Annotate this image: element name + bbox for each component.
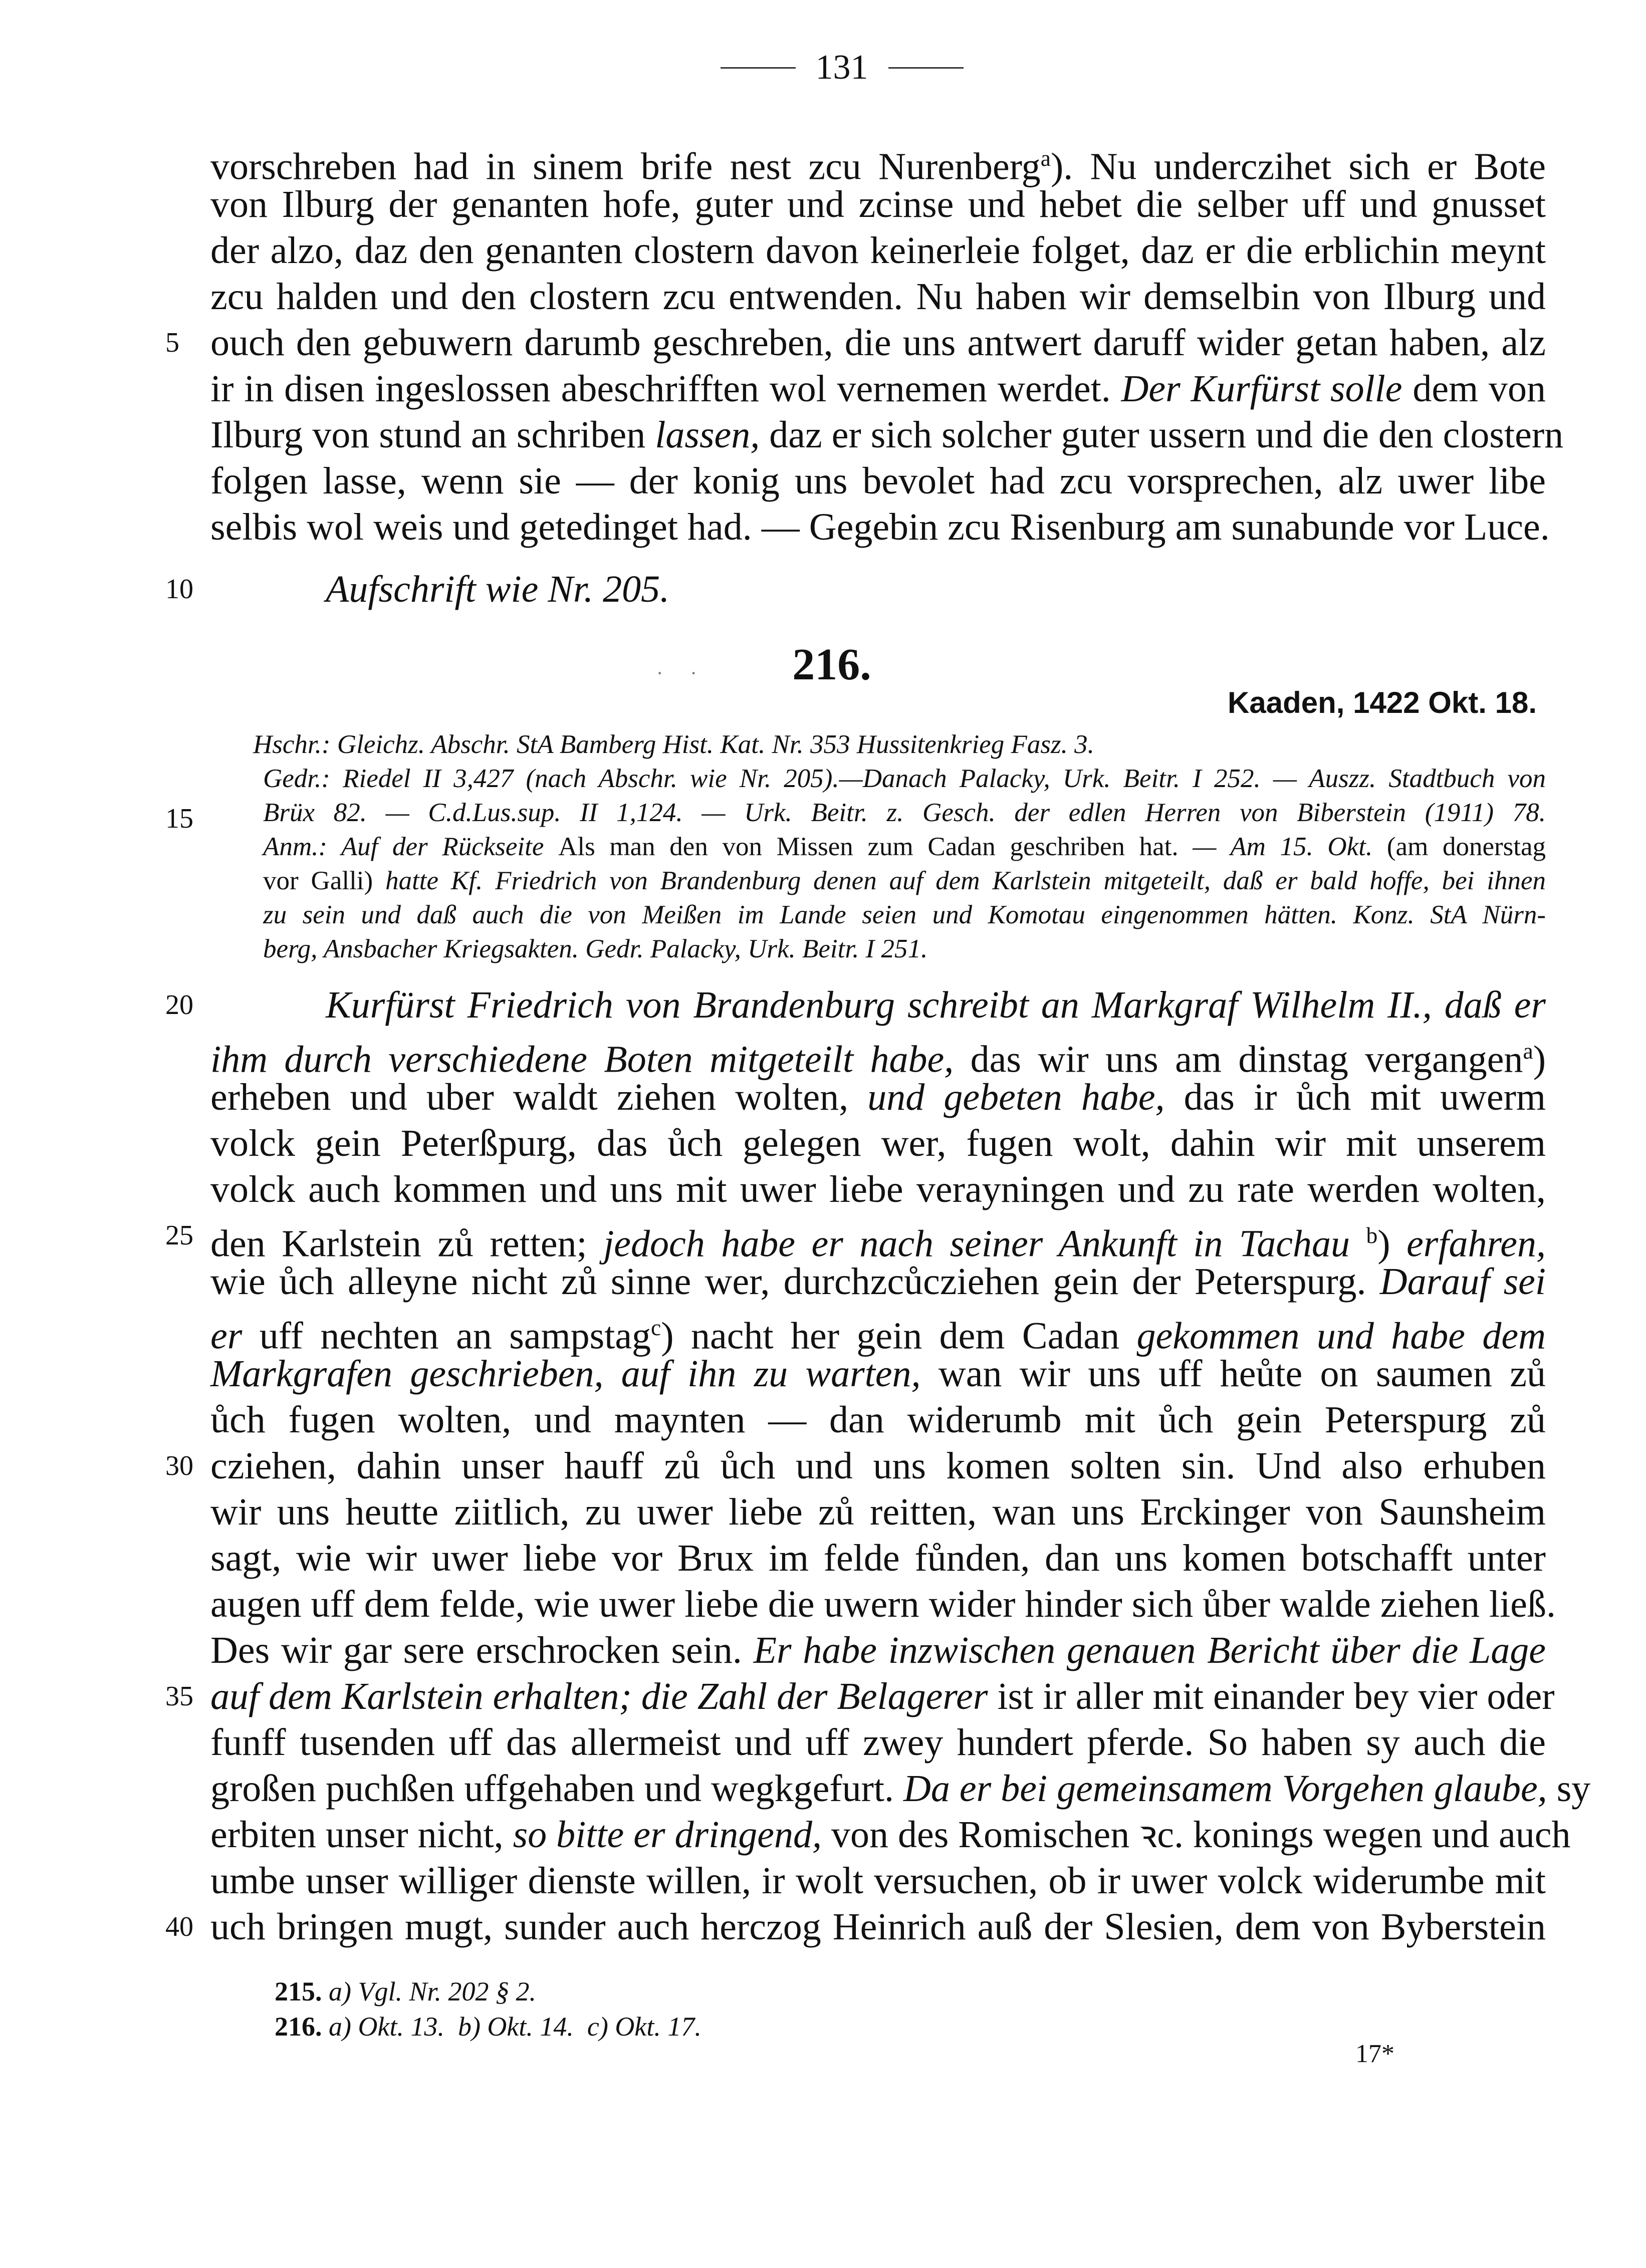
header-rule-right — [888, 67, 964, 69]
apparatus-line: Anm.: Auf der Rückseite Als man den von Missen zum Cadan geschriben hat. — Am 15. Okt. (am donerstag — [263, 832, 1546, 861]
decorative-dots: · · — [656, 662, 708, 684]
folio-mark: 17* — [1355, 2040, 1394, 2068]
document-number: 216. — [792, 640, 871, 689]
address-note: Aufschrift wie Nr. 205. — [326, 568, 670, 610]
text-line: wie ůch alleyne nicht zů sinne wer, durchzcůcziehen gein der Peterspurg. Darauf sei — [210, 1261, 1546, 1303]
text-line: umbe unser williger dienste willen, ir wolt versuchen, ob ir uwer volck widerumbe mit — [210, 1860, 1546, 1902]
text-line: folgen lasse, wenn sie — der konig uns bevolet had zcu vorsprechen, alz uwer libe — [210, 460, 1546, 502]
line-number: 40 — [165, 1911, 193, 1942]
text-line: er uff nechten an sampstag$^c$) nacht her gein dem Cadan gekommen und habe dem — [210, 1315, 1546, 1357]
text-line: Des wir gar sere erschrocken sein. Er habe inzwischen genauen Bericht über die Lage — [210, 1629, 1546, 1671]
text-line: ůch fugen wolten, und maynten — dan widerumb mit ůch gein Peterspurg zů — [210, 1399, 1546, 1441]
apparatus-line: berg, Ansbacher Kriegsakten. Gedr. Palacky, Urk. Beitr. I 251. — [263, 934, 928, 963]
text-line: vorschreben had in sinem brife nest zcu Nurenberg$^a$). Nu underczihet sich er Bote — [210, 145, 1546, 188]
apparatus-line: Gedr.: Riedel II 3,427 (nach Abschr. wie Nr. 205).—Danach Palacky, Urk. Beitr. I 252. — Auszz. Stadtbuch von — [263, 764, 1546, 793]
text-line: großen puchßen uffgehaben und wegkgefurt. Da er bei gemeinsamem Vorgehen glaube, sy — [210, 1768, 1591, 1810]
text-line: erbiten unser nicht, so bitte er dringend, von des Romischen ꝛc. konings wegen und auch — [210, 1814, 1571, 1856]
line-number: 10 — [165, 574, 193, 605]
line-number: 5 — [165, 327, 179, 358]
text-line: uch bringen mugt, sunder auch herczog Heinrich auß der Slesien, dem von Byberstein — [210, 1906, 1546, 1948]
text-line: Kurfürst Friedrich von Brandenburg schreibt an Markgraf Wilhelm II., daß er — [326, 984, 1546, 1026]
text-line: selbis wol weis und getedinget had. — Gegebin zcu Risenburg am sunabunde vor Luce. — [210, 506, 1550, 548]
text-line: den Karlstein zů retten; jedoch habe er nach seiner Ankunft in Tachau $^b$) erfahren, — [210, 1222, 1546, 1265]
apparatus-line: vor Galli) hatte Kf. Friedrich von Brandenburg denen auf dem Karlstein mitgeteilt, daß er bald hoffe, bei ihnen — [263, 866, 1546, 895]
text-line: augen uff dem felde, wie uwer liebe die uwern wider hinder sich ůber walde ziehen ließ. — [210, 1583, 1556, 1625]
text-line: ouch den gebuwern darumb geschreben, die uns antwert daruff wider getan haben, alz — [210, 322, 1546, 364]
text-line: auf dem Karlstein erhalten; die Zahl der Belagerer ist ir aller mit einander bey vier oder — [210, 1675, 1555, 1717]
apparatus-line: zu sein und daß auch die von Meißen im Lande seien und Komotau eingenommen hätten. Konz. StA Nürn- — [263, 900, 1546, 929]
text-line: sagt, wie wir uwer liebe vor Brux im felde fůnden, dan uns komen botschafft unter — [210, 1537, 1546, 1579]
line-number: 20 — [165, 989, 193, 1021]
line-number: 25 — [165, 1220, 193, 1251]
line-number: 30 — [165, 1450, 193, 1481]
text-line: zcu halden und den clostern zcu entwenden. Nu haben wir demselbin von Ilburg und — [210, 276, 1546, 318]
header-rule-left — [721, 67, 796, 69]
text-line: ihm durch verschiedene Boten mitgeteilt habe, das wir uns am dinstag vergangen$^a$) — [210, 1038, 1546, 1081]
page-number: 131 — [815, 48, 868, 87]
document-place-date: Kaaden, 1422 Okt. 18. — [1228, 686, 1537, 719]
text-line: Markgrafen geschrieben, auf ihn zu warten, wan wir uns uff heůte on saumen zů — [210, 1353, 1546, 1395]
text-line: volck auch kommen und uns mit uwer liebe verayningen und zu rate werden wolten, — [210, 1168, 1546, 1210]
line-number: 35 — [165, 1681, 193, 1712]
text-line: volck gein Peterßpurg, das ůch gelegen wer, fugen wolt, dahin wir mit unserem — [210, 1122, 1546, 1164]
apparatus-line: Hschr.: Gleichz. Abschr. StA Bamberg Hist. Kat. Nr. 353 Hussitenkrieg Fasz. 3. — [253, 730, 1094, 759]
text-line: ir in disen ingeslossen abeschrifften wol vernemen werdet. Der Kurfürst solle dem von — [210, 368, 1546, 410]
page-header — [691, 45, 992, 90]
apparatus-line: Brüx 82. — C.d.Lus.sup. II 1,124. — Urk. Beitr. z. Gesch. der edlen Herren von Biberstein (1911) 78. — [263, 798, 1546, 827]
text-line: erheben und uber waldt ziehen wolten, und gebeten habe, das ir ůch mit uwerm — [210, 1076, 1546, 1118]
footnote: 215. a) Vgl. Nr. 202 § 2. — [275, 1976, 537, 2006]
text-line: cziehen, dahin unser hauff zů ůch und uns komen solten sin. Und also erhuben — [210, 1445, 1546, 1487]
line-number: 15 — [165, 803, 193, 834]
text-line: wir uns heutte ziitlich, zu uwer liebe zů reitten, wan uns Erckinger von Saunsheim — [210, 1491, 1546, 1533]
text-line: der alzo, daz den genanten clostern davon keinerleie folget, daz er die erblichin meynt — [210, 229, 1546, 272]
text-line: von Ilburg der genanten hofe, guter und zcinse und hebet die selber uff und gnusset — [210, 183, 1546, 225]
text-line: Ilburg von stund an schriben lassen, daz er sich solcher guter ussern und die den clostern — [210, 414, 1564, 456]
text-line: funff tusenden uff das allermeist und uff zwey hundert pferde. So haben sy auch die — [210, 1721, 1546, 1763]
footnote: 216. a) Okt. 13. b) Okt. 14. c) Okt. 17. — [275, 2011, 701, 2042]
